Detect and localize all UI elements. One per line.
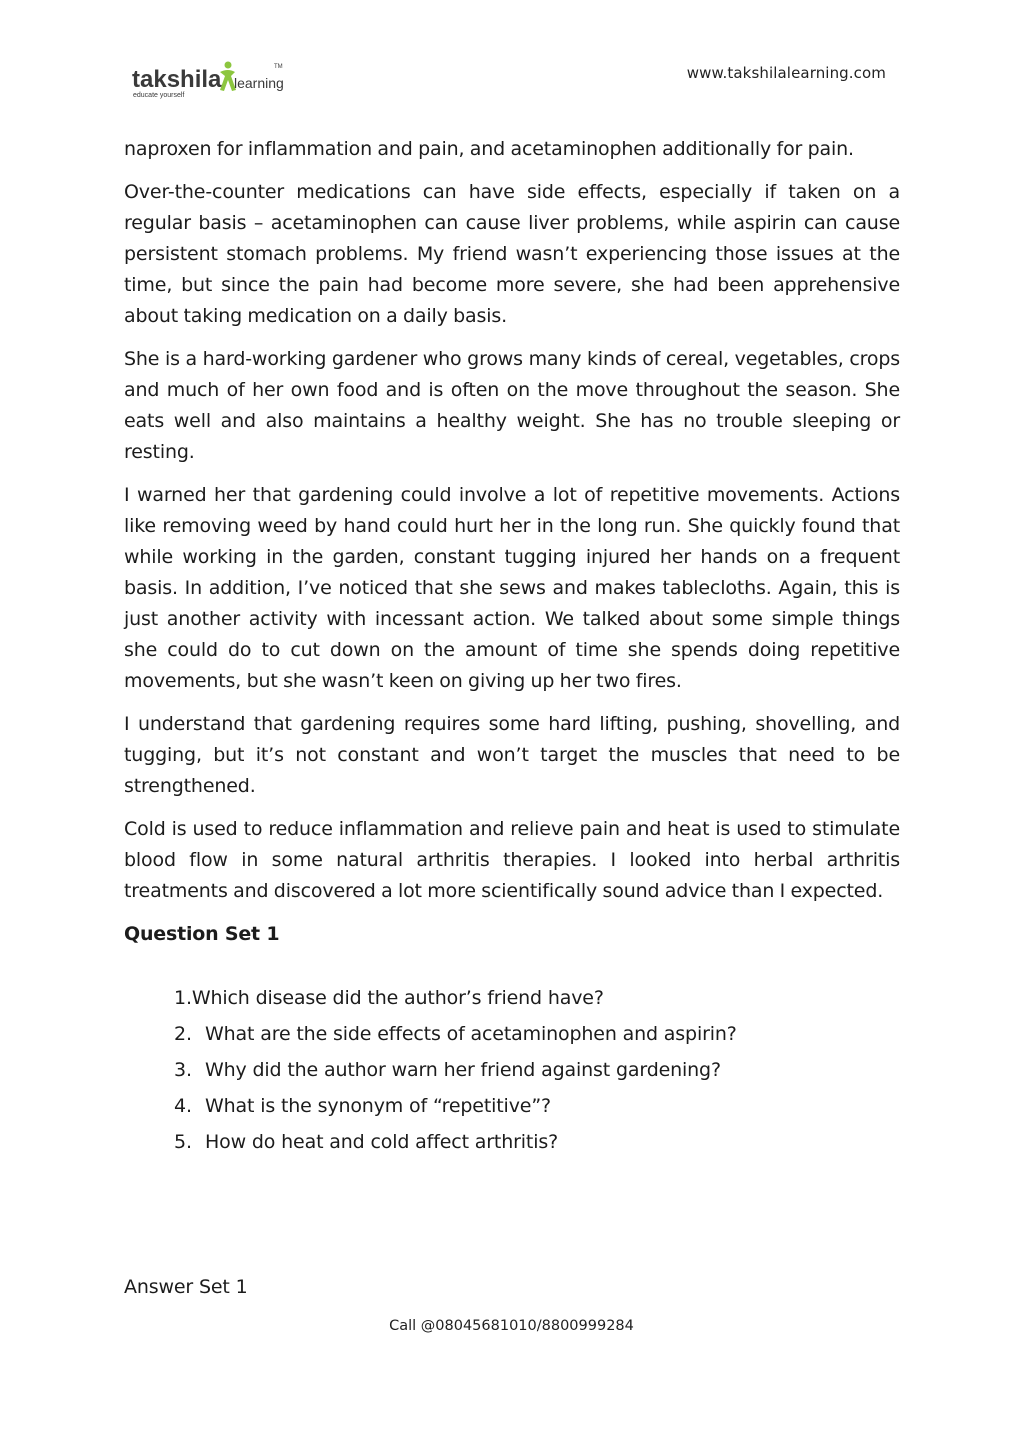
site-url-link[interactable]: www.takshilalearning.com — [686, 64, 886, 82]
question-number: 5. — [174, 1131, 192, 1153]
question-number: 1. — [174, 987, 192, 1009]
paragraph: She is a hard-working gardener who grows many kinds of cereal, vegetables, crops and much of her own food and is often on the move throughout the season. She eats well and also maintains a healthy weight. She has no trouble sleeping or resting. — [124, 348, 900, 463]
logo-tm: TM — [274, 64, 283, 70]
question-item — [174, 1016, 900, 1052]
document-body — [124, 134, 900, 1160]
logo-subtext: learning — [234, 75, 284, 91]
question-number: 4. — [174, 1095, 192, 1117]
answer-set-heading: Answer Set 1 — [124, 1276, 248, 1298]
question-item — [174, 1124, 900, 1160]
question-text: Why did the author warn her friend against gardening? — [205, 1059, 721, 1081]
page-header — [0, 0, 1023, 120]
question-set-heading: Question Set 1 — [124, 923, 280, 945]
question-text: How do heat and cold affect arthritis? — [205, 1131, 559, 1153]
question-item — [174, 980, 900, 1016]
logo-tagline: educate yourself — [133, 92, 185, 99]
question-list — [124, 980, 900, 1160]
paragraph: I warned her that gardening could involve a lot of repetitive movements. Actions like removing weed by hand could hurt her in the long run. She quickly found that while working in the garden, constant tugging injured her hands on a frequent basis. In addition, I’ve noticed that she sews and makes tablecloths. Again, this is just another activity with incessant action. We talked about some simple things she could do to cut down on the amount of time she spends doing repetitive movements, but she wasn’t keen on giving up her two fires. — [124, 484, 900, 692]
question-item — [174, 1052, 900, 1088]
question-text: Which disease did the author’s friend have? — [191, 987, 604, 1009]
question-number: 3. — [174, 1059, 192, 1081]
paragraph: I understand that gardening requires some hard lifting, pushing, shovelling, and tugging, but it’s not constant and won’t target the muscles that need to be strengthened. — [124, 713, 900, 797]
paragraph: naproxen for inflammation and pain, and acetaminophen additionally for pain. — [124, 138, 854, 160]
question-text: What are the side effects of acetaminophen and aspirin? — [205, 1023, 737, 1045]
question-number: 2. — [174, 1023, 192, 1045]
takshila-logo[interactable] — [132, 56, 292, 106]
question-item — [174, 1088, 900, 1124]
question-text: What is the synonym of “repetitive”? — [205, 1095, 551, 1117]
logo-wordmark: takshila — [132, 66, 222, 93]
footer-contact: Call @08045681010/8800999284 — [389, 1318, 634, 1334]
paragraph: Over-the-counter medications can have side effects, especially if taken on a regular basis – acetaminophen can cause liver problems, while aspirin can cause persistent stomach problems. My friend wasn’t experiencing those issues at the time, but since the pain had become more severe, she had been apprehensive about taking medication on a daily basis. — [124, 181, 900, 327]
paragraph: Cold is used to reduce inflammation and relieve pain and heat is used to stimulate blood flow in some natural arthritis therapies. I looked into herbal arthritis treatments and discovered a lot more scientifically sound advice than I expected. — [124, 818, 900, 902]
